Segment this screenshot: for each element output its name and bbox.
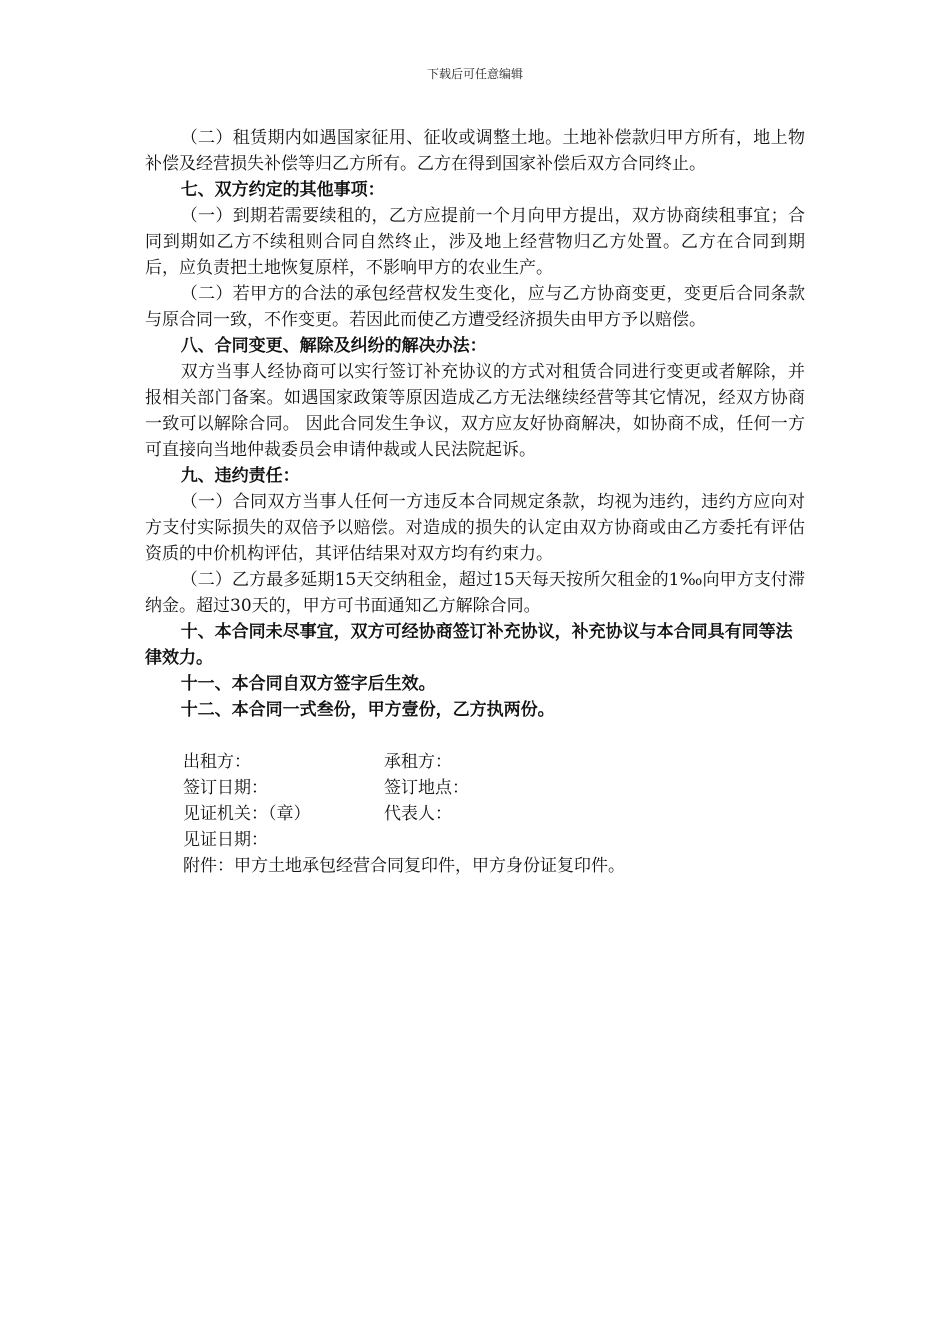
paragraph-land-expropriation: （二）租赁期内如遇国家征用、征收或调整土地。土地补偿款归甲方所有，地上物补偿及经营损失补偿等归乙方所有。乙方在得到国家补偿后双方合同终止。 <box>145 128 805 174</box>
paragraph-rights-change: （二）若甲方的合法的承包经营权发生变化，应与乙方协商变更，变更后合同条款与原合同一致，不作变更。若因此而使乙方遭受经济损失由甲方予以赔偿。 <box>145 284 805 330</box>
signature-row-date-place <box>145 775 805 801</box>
signature-row-witness <box>145 801 805 827</box>
heading-section-10: 十、本合同未尽事宜，双方可经协商签订补充协议，补充协议与本合同具有同等法律效力。 <box>145 622 793 668</box>
lessor-label: 出租方： <box>183 752 251 772</box>
attachment-note: 附件：甲方土地承包经营合同复印件，甲方身份证复印件。 <box>183 856 625 876</box>
paragraph-dispute-resolution: 双方当事人经协商可以实行签订补充协议的方式对租赁合同进行变更或者解除，并报相关部门备案。如遇国家政策等原因造成乙方无法继续经营等其它情况，经双方协商一致可以解除合同。 因此合同发生争议，双方应友好协商解决，如协商不成，任何一方可直接向当地仲裁委员会申请仲裁或人民法院起诉。 <box>145 362 805 460</box>
heading-section-7: 七、双方约定的其他事项： <box>180 180 385 200</box>
representative-label: 代表人： <box>384 804 452 824</box>
contract-body <box>145 125 805 879</box>
sign-place-label: 签订地点： <box>384 778 469 798</box>
heading-section-9: 九、违约责任： <box>180 466 300 486</box>
spacer <box>145 723 805 749</box>
signature-row-parties <box>145 749 805 775</box>
heading-section-11: 十一、本合同自双方签字后生效。 <box>180 674 436 694</box>
page-header: 下载后可任意编辑 <box>426 67 523 81</box>
witness-date-label: 见证日期： <box>183 830 268 850</box>
paragraph-renewal: （一）到期若需要续租的，乙方应提前一个月向甲方提出，双方协商续租事宜；合同到期如乙方不续租则合同自然终止，涉及地上经营物归乙方处置。乙方在合同到期后，应负责把土地恢复原样，不影响甲方的农业生产。 <box>145 206 805 278</box>
paragraph-breach-compensation: （一）合同双方当事人任何一方违反本合同规定条款，均视为违约，违约方应向对方支付实际损失的双倍予以赔偿。对造成的损失的认定由双方协商或由乙方委托有评估资质的中价机构评估，其评估结果对双方均有约束力。 <box>145 492 805 564</box>
sign-date-label: 签订日期： <box>183 778 268 798</box>
paragraph-late-payment: （二）乙方最多延期15天交纳租金，超过15天每天按所欠租金的1‰向甲方支付滞纳金。超过30天的，甲方可书面通知乙方解除合同。 <box>145 570 805 616</box>
signature-row-witness-date <box>145 827 805 853</box>
heading-section-12: 十二、本合同一式叁份，甲方壹份，乙方执两份。 <box>180 700 555 720</box>
witness-org-label: 见证机关：（章） <box>183 804 311 824</box>
heading-section-8: 八、合同变更、解除及纠纷的解决办法： <box>180 336 487 356</box>
lessee-label: 承租方： <box>384 752 452 772</box>
